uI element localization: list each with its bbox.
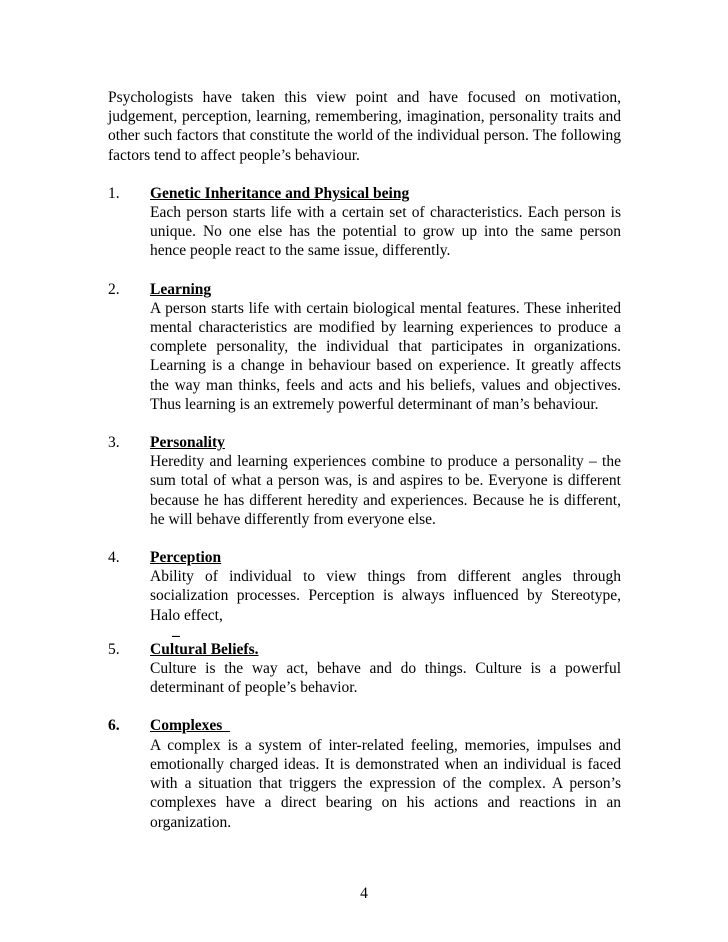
item-number: 1.	[108, 184, 120, 202]
list-item-cultural-beliefs	[108, 640, 621, 698]
stray-underscore-mark: _	[172, 621, 180, 639]
item-heading: Cultural Beliefs.	[150, 640, 259, 658]
item-heading: Genetic Inheritance and Physical being	[150, 184, 410, 202]
list-item-personality	[108, 433, 621, 529]
item-heading: Complexes	[150, 717, 231, 735]
item-text: Heredity and learning experiences combine to produce a personality – the sum total of what a person was, is and aspires to be. Everyone is different because he has different heredity and experiences. Because he is different, he will behave differently from everyone else.	[150, 453, 621, 528]
page-number: 4	[360, 885, 368, 902]
item-number: 4.	[108, 549, 120, 567]
list-item-perception	[108, 548, 621, 637]
document-page	[108, 88, 621, 832]
item-text: A person starts life with certain biological mental features. These inherited mental characteristics are modified by learning experiences to produce a complete personality, the individual that participates in organizations. Learning is a change in behaviour based on experience. It greatly affects the way man thinks, feels and acts and his beliefs, values and objectives. Thus learning is an extremely powerful determinant of man’s behaviour.	[150, 299, 621, 413]
item-number: 2.	[108, 280, 120, 298]
item-heading: Perception	[150, 549, 222, 567]
list-item-learning	[108, 280, 621, 414]
item-number: 6.	[108, 717, 120, 735]
item-heading: Personality	[150, 434, 225, 452]
intro-paragraph: Psychologists have taken this view point and have focused on motivation, judgement, perception, learning, remembering, imagination, personality traits and other such factors that constitute the world of the individual person. The following factors tend to affect people’s behaviour.	[108, 89, 621, 164]
item-text: Culture is the way act, behave and do things. Culture is a powerful determinant of people’s behavior.	[150, 660, 621, 697]
item-text: A complex is a system of inter-related feeling, memories, impulses and emotionally charged ideas. It is demonstrated when an individual is faced with a situation that triggers the expression of the complex. A person’s complexes have a direct bearing on his actions and reactions in an organization.	[150, 736, 621, 831]
list-item-genetic	[108, 184, 621, 261]
item-text: Ability of individual to view things from different angles through socialization processes. Perception is always influenced by Stereotype, Halo effect,	[150, 568, 621, 624]
item-number: 5.	[108, 640, 120, 658]
item-number: 3.	[108, 434, 120, 452]
item-text: Each person starts life with a certain set of characteristics. Each person is unique. No one else has the potential to grow up into the same person hence people react to the same issue, differently.	[150, 204, 621, 260]
item-heading: Learning	[150, 280, 212, 298]
list-item-complexes	[108, 716, 621, 831]
